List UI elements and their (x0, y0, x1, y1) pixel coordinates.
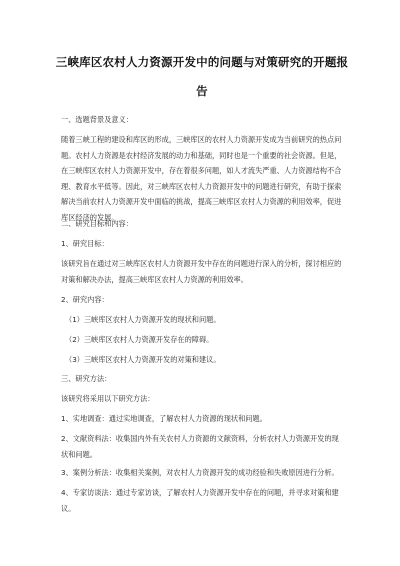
content-item-1: （1）三峡库区农村人力资源开发的现状和问题。 (65, 315, 221, 324)
method-item-1: 1、实地调查：通过实地调查，了解农村人力资源的现状和问题。 (61, 414, 267, 423)
research-goal-paragraph: 该研究旨在通过对三峡库区农村人力资源开发中存在的问题进行深入的分析，探讨相应的对策和解决办法，提高三峡库区农村人力资源的利用效率。 (61, 259, 342, 284)
subheading-research-content: 2、研究内容： (61, 295, 109, 304)
section-heading-goals: 二、研究目标和内容： (61, 219, 133, 228)
method-item-3: 3、案例分析法：收集相关案例，对农村人力资源开发的成功经验和失败原因进行分析。 (61, 468, 339, 477)
subheading-research-goal: 1、研究目标： (61, 239, 109, 248)
background-paragraph: 随着三峡工程的建设和库区的形成，三峡库区的农村人力资源开发成为当前研究的热点问题。农村人力资源是农村经济发展的动力和基础，同时也是一个重要的社会资源。但是，在三峡库区农村人力资源开发中，存在着很多问题，如人才流失严重、人力资源结构不合理、教育水平低等。因此，对三峡库区农村人力资源开发中的问题进行研究，有助于探索解决当前农村人力资源开发中面临的挑战，提高三峡库区农村人力资源的利用效率，促进库区经济的发展。 (61, 135, 342, 222)
section-heading-background: 一、选题背景及意义： (61, 115, 133, 124)
method-item-2: 2、文献资料法：收集国内外有关农村人力资源的文献资料，分析农村人力资源开发的现状和问题。 (61, 434, 339, 459)
content-item-2: （2）三峡库区农村人力资源开发存在的障碍。 (65, 335, 214, 344)
methods-intro: 该研究将采用以下研究方法： (61, 394, 155, 403)
page-title: 三峡库区农村人力资源开发中的问题与对策研究的开题报告 (55, 55, 349, 98)
content-item-3: （3）三峡库区农村人力资源开发的对策和建议。 (65, 355, 221, 364)
section-heading-methods: 三、研究方法： (61, 374, 112, 383)
method-item-4: 4、专家访谈法：通过专家访谈，了解农村人力资源开发中存在的问题，并寻求对策和建议。 (61, 488, 339, 513)
